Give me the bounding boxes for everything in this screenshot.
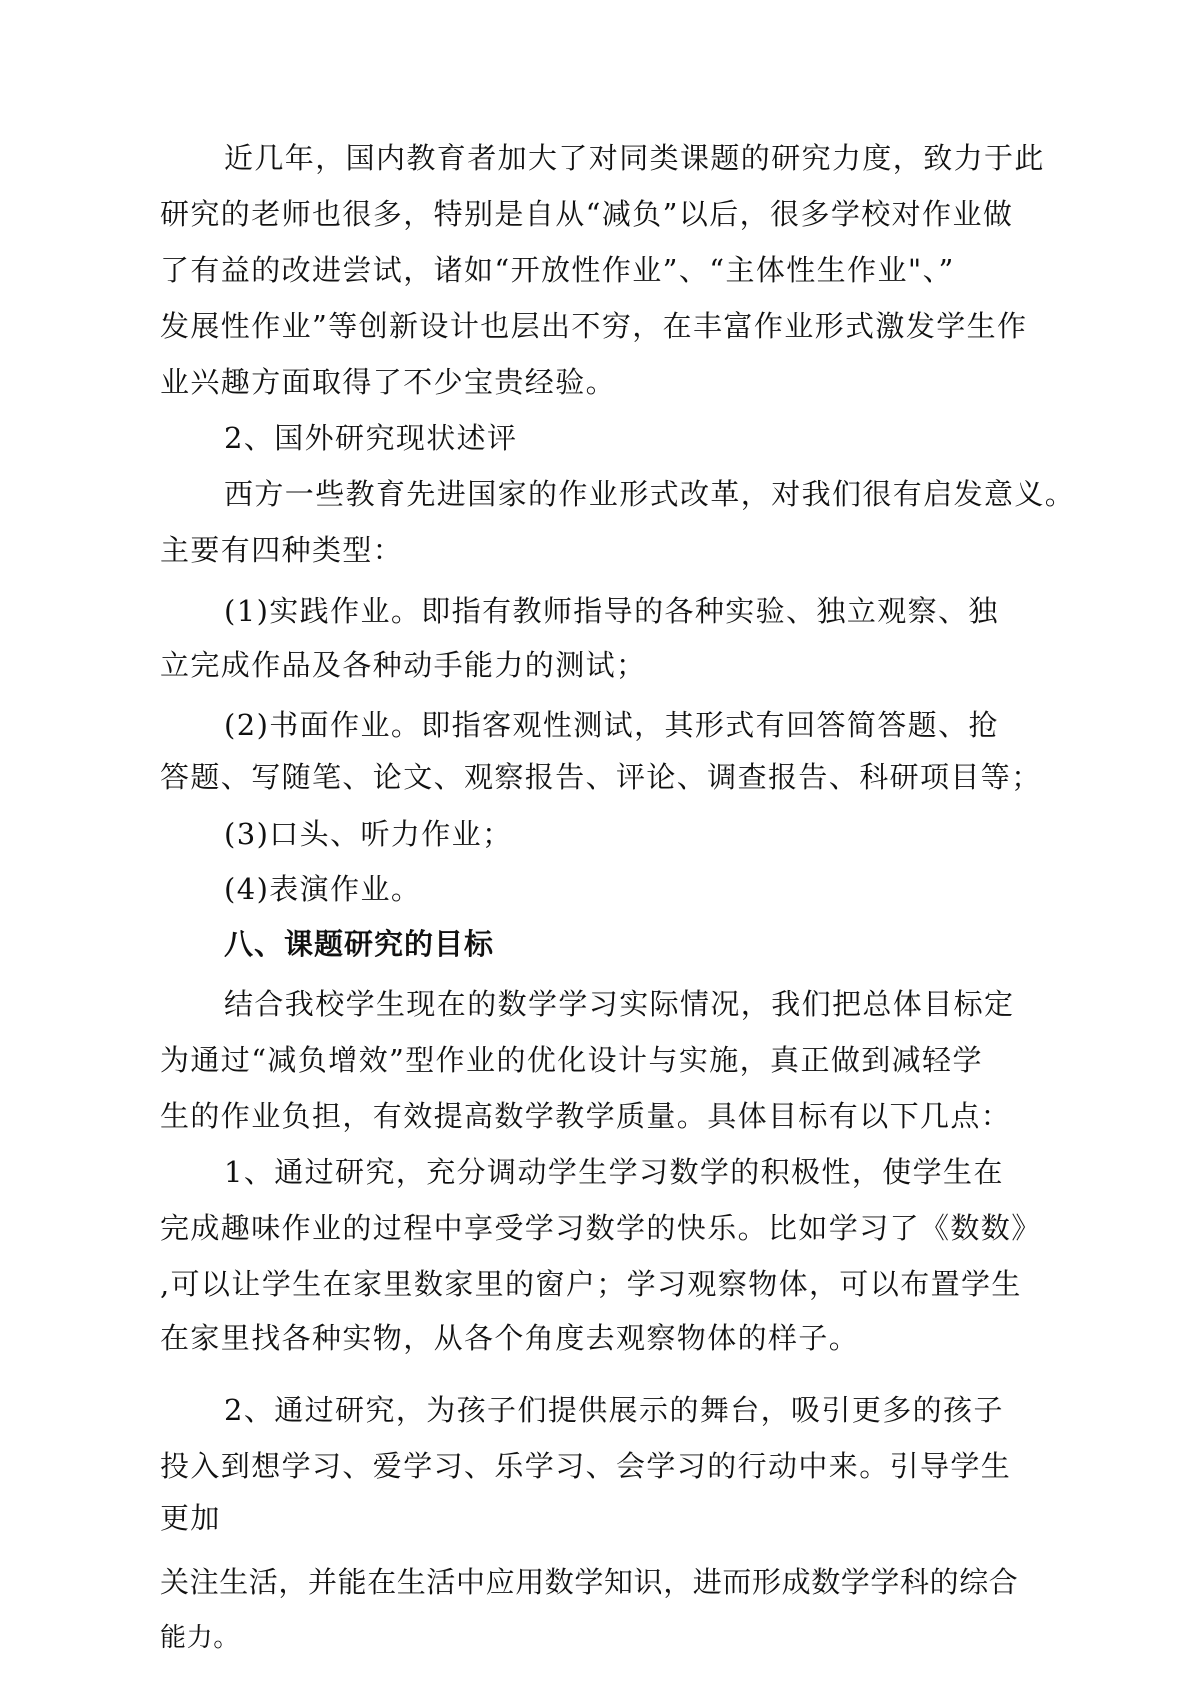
list-item-line: (1)实践作业。即指有教师指导的各种实验、独立观察、独 xyxy=(224,594,999,628)
list-item-line: (2)书面作业。即指客观性测试，其形式有回答简答题、抢 xyxy=(224,708,999,742)
paragraph-line: 为通过“减负增效”型作业的优化设计与实施，真正做到减轻学 xyxy=(160,1043,983,1077)
paragraph-line: 关注生活，并能在生活中应用数学知识，进而形成数学学科的综合 xyxy=(160,1565,1019,1599)
paragraph-line: 更加 xyxy=(160,1501,221,1535)
paragraph-line: 研究的老师也很多，特别是自从“减负”以后，很多学校对作业做 xyxy=(160,197,1014,231)
paragraph-line: 西方一些教育先进国家的作业形式改革，对我们很有启发意义。 xyxy=(224,477,1076,511)
list-item-line: 答题、写随笔、论文、观察报告、评论、调查报告、科研项目等； xyxy=(160,760,1042,794)
section-subheading: 2、国外研究现状述评 xyxy=(224,421,518,455)
paragraph-line: 主要有四种类型： xyxy=(160,533,404,567)
list-item-line: (4)表演作业。 xyxy=(224,872,422,906)
paragraph-line: 1、通过研究，充分调动学生学习数学的积极性，使学生在 xyxy=(224,1155,1004,1189)
paragraph-line: 能力。 xyxy=(160,1623,240,1653)
paragraph-line: 发展性作业”等创新设计也层出不穷，在丰富作业形式激发学生作 xyxy=(160,309,1028,343)
list-item-line: (3)口头、听力作业； xyxy=(224,817,513,851)
paragraph-line: 在家里找各种实物，从各个角度去观察物体的样子。 xyxy=(160,1321,860,1355)
section-heading: 八、课题研究的目标 xyxy=(224,927,495,961)
paragraph-line: 投入到想学习、爱学习、乐学习、会学习的行动中来。引导学生 xyxy=(160,1449,1012,1483)
paragraph-line: 2、通过研究，为孩子们提供展示的舞台，吸引更多的孩子 xyxy=(224,1393,1004,1427)
paragraph-line: 了有益的改进尝试，诸如“开放性作业”、“主体性生作业"、” xyxy=(160,253,955,287)
paragraph-line: 完成趣味作业的过程中享受学习数学的快乐。比如学习了《数数》 xyxy=(160,1211,1042,1245)
list-item-line: 立完成作品及各种动手能力的测试； xyxy=(160,648,647,682)
paragraph-line: 生的作业负担，有效提高数学教学质量。具体目标有以下几点： xyxy=(160,1099,1012,1133)
paragraph-line: 结合我校学生现在的数学学习实际情况，我们把总体目标定 xyxy=(224,987,1015,1021)
paragraph-line: ,可以让学生在家里数家里的窗户；学习观察物体，可以布置学生 xyxy=(160,1267,1022,1301)
paragraph-line: 业兴趣方面取得了不少宝贵经验。 xyxy=(160,365,617,399)
paragraph-line: 近几年，国内教育者加大了对同类课题的研究力度，致力于此 xyxy=(224,141,1045,175)
